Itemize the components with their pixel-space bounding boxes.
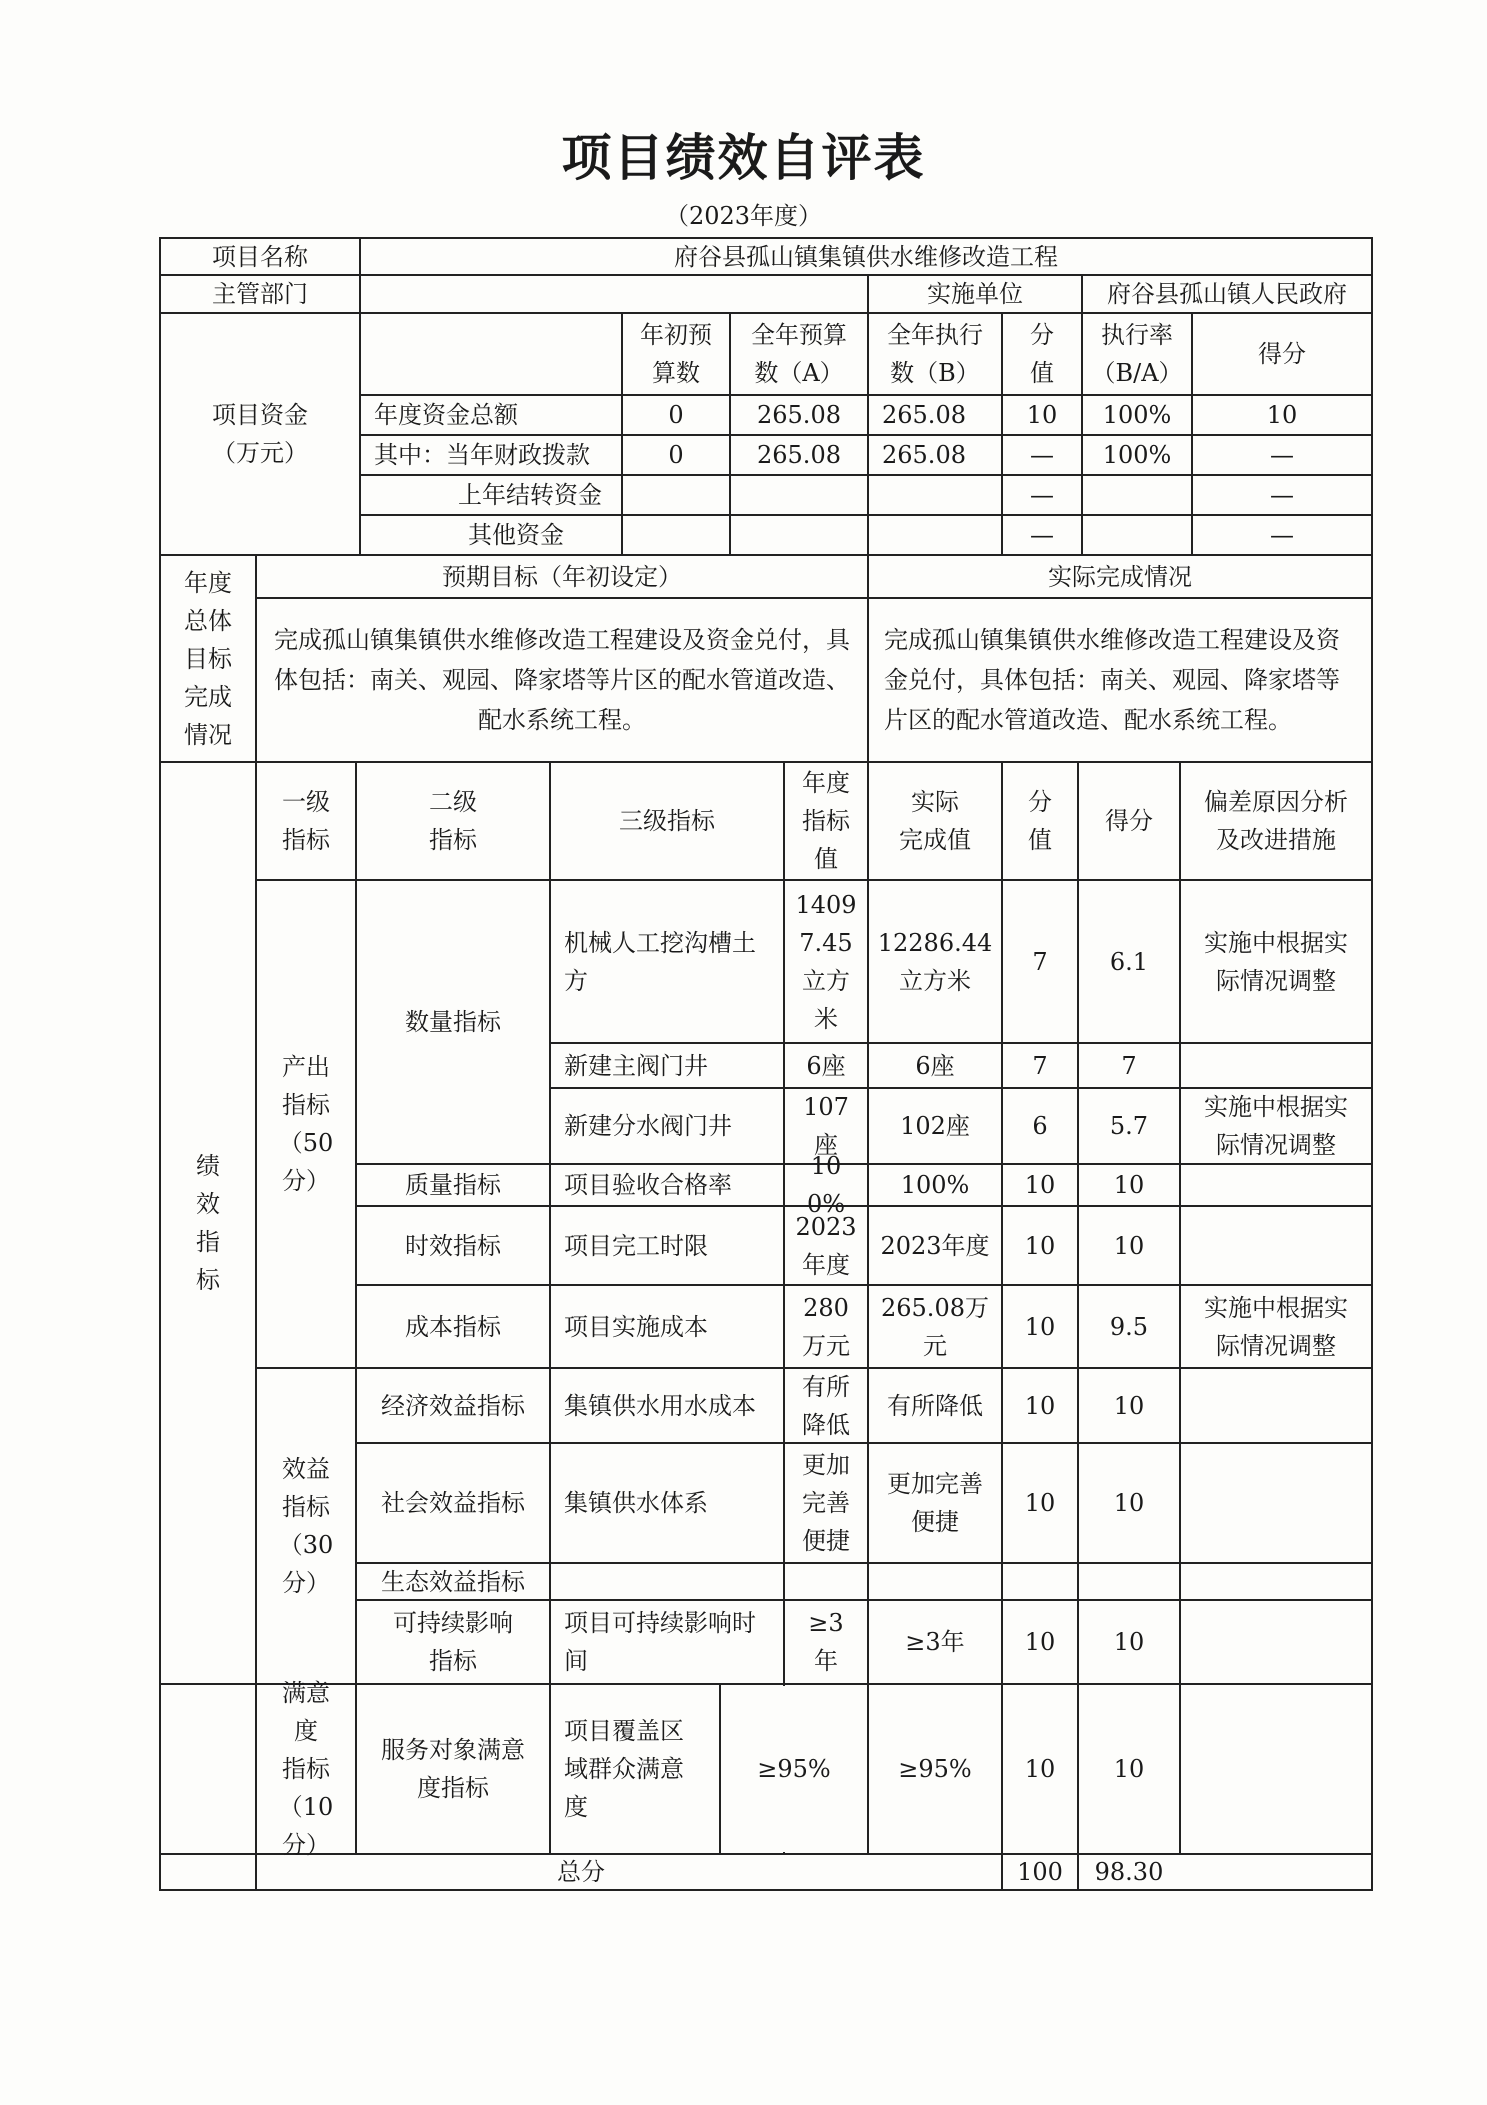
table-row-reason bbox=[1180, 1368, 1372, 1443]
project-name-value: 府谷县孤山镇集镇供水维修改造工程 bbox=[674, 242, 1058, 271]
table-row-actual: 100% bbox=[900, 1171, 970, 1199]
goals-expected-header: 预期目标（年初设定） bbox=[442, 562, 682, 591]
table-row-actual: ≥95% bbox=[898, 1755, 972, 1783]
table-row-target: 有所 降低 bbox=[802, 1372, 850, 1439]
sustainable-impact-indicator: 可持续影响 指标 bbox=[393, 1609, 513, 1675]
funds-row-annual bbox=[730, 515, 868, 555]
funds-header-annual: 全年预算 数（A） bbox=[751, 321, 847, 387]
table-row-score: 9.5 bbox=[1109, 1312, 1149, 1341]
table-row-reason bbox=[1180, 1164, 1372, 1206]
table-row-weight: 10 bbox=[1024, 1312, 1056, 1341]
funds-row-score: — bbox=[1270, 521, 1294, 549]
year-subtitle: （2023年度） bbox=[664, 202, 823, 230]
funds-row-weight: — bbox=[1030, 441, 1054, 469]
table-row-actual: ≥3年 bbox=[905, 1628, 965, 1656]
funds-header-rate: 执行率 （B/A） bbox=[1091, 321, 1183, 387]
table-row-reason: 实施中根据实 际情况调整 bbox=[1204, 928, 1348, 995]
funds-row-rate: 100% bbox=[1102, 441, 1172, 469]
funds-header-initial: 年初预 算数 bbox=[640, 321, 712, 387]
funds-row-rate bbox=[1082, 475, 1192, 515]
funds-row-annual: 265.08 bbox=[757, 401, 841, 429]
table-row-reason bbox=[1180, 1684, 1372, 1854]
goals-actual-text: 完成孤山镇集镇供水维修改造工程建设及资金兑付，具体包括：南关、观园、降家塔等片区的配水管道改造、配水系统工程。 bbox=[884, 626, 1340, 734]
funds-header-weight: 分 值 bbox=[1030, 321, 1054, 387]
perf-header-weight: 分 值 bbox=[1028, 788, 1052, 854]
funds-row-exec bbox=[868, 515, 1002, 555]
output-indicator-label: 产出 指标 （50 分） bbox=[278, 1053, 334, 1195]
funds-row-initial: 0 bbox=[668, 401, 684, 429]
page-title: 项目绩效自评表 bbox=[561, 129, 926, 187]
table-row-score: 7 bbox=[1121, 1051, 1137, 1080]
total-label: 总分 bbox=[557, 1858, 605, 1886]
social-benefit-indicator: 社会效益指标 bbox=[381, 1489, 525, 1517]
funds-row-name: 其他资金 bbox=[468, 521, 564, 549]
funds-row-initial: 0 bbox=[668, 441, 684, 469]
table-row-target: 280 万元 bbox=[802, 1293, 850, 1360]
table-row-weight: 6 bbox=[1032, 1112, 1048, 1140]
table-row-target: 6座 bbox=[806, 1051, 846, 1080]
table-row-reason bbox=[1180, 1563, 1372, 1600]
table-row-actual: 102座 bbox=[900, 1112, 970, 1140]
table-row-target bbox=[784, 1563, 868, 1600]
funds-row-weight: 10 bbox=[1026, 401, 1058, 429]
table-row-score bbox=[1078, 1563, 1180, 1600]
table-row-target: ≥3 年 bbox=[808, 1609, 844, 1675]
funds-row-initial bbox=[622, 515, 730, 555]
table-row-l3: 新建分水阀门井 bbox=[564, 1112, 732, 1140]
table-row-score: 5.7 bbox=[1109, 1112, 1149, 1140]
dept-value bbox=[360, 275, 868, 313]
perf-header-score: 得分 bbox=[1105, 807, 1153, 835]
funds-row-name: 上年结转资金 bbox=[458, 481, 602, 509]
table-row-score: 10 bbox=[1113, 1489, 1145, 1517]
table-row-actual: 有所降低 bbox=[887, 1391, 983, 1420]
perf-label: 绩 效 指 标 bbox=[196, 1152, 220, 1294]
funds-row-weight: — bbox=[1030, 481, 1054, 509]
table-row-reason bbox=[1180, 1043, 1372, 1088]
impl-unit-value: 府谷县孤山镇人民政府 bbox=[1107, 280, 1347, 308]
table-row-l3: 项目可持续影响时 间 bbox=[564, 1609, 756, 1675]
perf-header-l3: 三级指标 bbox=[619, 807, 715, 835]
table-row-actual: 更加完善 便捷 bbox=[887, 1470, 983, 1536]
table-row-score: 10 bbox=[1113, 1755, 1145, 1783]
table-row-score: 10 bbox=[1113, 1391, 1145, 1420]
funds-label: 项目资金 （万元） bbox=[212, 401, 308, 467]
table-row-reason: 实施中根据实 际情况调整 bbox=[1204, 1093, 1348, 1159]
table-row-target: 107 座 bbox=[803, 1093, 849, 1159]
table-row-weight: 10 bbox=[1024, 1755, 1056, 1783]
table-row-target: ≥95% bbox=[757, 1755, 831, 1783]
total-weight: 100 bbox=[1017, 1858, 1063, 1886]
table-row-target: 100% bbox=[806, 1152, 846, 1218]
dept-label: 主管部门 bbox=[212, 280, 308, 308]
funds-row-rate: 100% bbox=[1102, 401, 1172, 429]
table-row-l3: 项目完工时限 bbox=[564, 1231, 708, 1260]
table-row-weight: 10 bbox=[1024, 1171, 1056, 1199]
timeliness-indicator: 时效指标 bbox=[405, 1231, 501, 1260]
funds-row-weight: — bbox=[1030, 521, 1054, 549]
funds-row-exec: 265.08 bbox=[882, 401, 966, 429]
economic-benefit-indicator: 经济效益指标 bbox=[381, 1391, 525, 1420]
table-row-reason bbox=[1180, 1443, 1372, 1563]
funds-row-annual: 265.08 bbox=[757, 441, 841, 469]
funds-header-score: 得分 bbox=[1258, 340, 1306, 368]
table-row-weight: 10 bbox=[1024, 1391, 1056, 1420]
perf-header-target: 年度 指标 值 bbox=[802, 769, 850, 873]
goals-actual-header: 实际完成情况 bbox=[1048, 562, 1192, 591]
perf-header-reason: 偏差原因分析 及改进措施 bbox=[1204, 788, 1348, 854]
service-satisfaction-indicator: 服务对象满意 度指标 bbox=[381, 1736, 525, 1802]
funds-row-score: — bbox=[1270, 441, 1294, 469]
table-row-actual bbox=[868, 1563, 1002, 1600]
project-name-label: 项目名称 bbox=[212, 242, 308, 271]
table-row-l3: 机械人工挖沟槽土 方 bbox=[564, 928, 756, 995]
goals-label: 年度 总体 目标 完成 情况 bbox=[184, 568, 232, 749]
table-row-l3: 新建主阀门井 bbox=[564, 1051, 708, 1080]
table-row-l3: 集镇供水用水成本 bbox=[564, 1391, 756, 1420]
table-row-score: 6.1 bbox=[1109, 947, 1149, 976]
funds-row-annual bbox=[730, 475, 868, 515]
perf-header-actual: 实际 完成值 bbox=[899, 788, 971, 854]
table-row-actual: 2023年度 bbox=[880, 1231, 990, 1260]
satisfaction-indicator-label: 满意 度 指标 （10 分） bbox=[278, 1679, 334, 1859]
funds-row-rate bbox=[1082, 515, 1192, 555]
table-row-weight: 10 bbox=[1024, 1231, 1056, 1260]
funds-row-exec bbox=[868, 475, 1002, 515]
table-row-target: 2023 年度 bbox=[795, 1212, 857, 1279]
quantity-indicator: 数量指标 bbox=[405, 1008, 501, 1036]
table-row-l3: 集镇供水体系 bbox=[564, 1489, 708, 1517]
cost-indicator: 成本指标 bbox=[405, 1312, 501, 1341]
table-row-weight: 7 bbox=[1032, 1051, 1048, 1080]
funds-row-name: 年度资金总额 bbox=[374, 401, 518, 429]
ecological-benefit-indicator: 生态效益指标 bbox=[381, 1567, 525, 1596]
table-row-reason bbox=[1180, 1206, 1372, 1285]
perf-header-l2: 二级 指标 bbox=[429, 788, 477, 854]
table-row-weight: 10 bbox=[1024, 1489, 1056, 1517]
table-row-score: 10 bbox=[1113, 1231, 1145, 1260]
funds-row-initial bbox=[622, 475, 730, 515]
perf-header-l1: 一级 指标 bbox=[282, 788, 330, 854]
quality-indicator: 质量指标 bbox=[405, 1171, 501, 1199]
impl-unit-label: 实施单位 bbox=[927, 280, 1023, 308]
table-row-l3 bbox=[550, 1563, 784, 1600]
total-score: 98.30 bbox=[1094, 1858, 1164, 1886]
funds-row-score: — bbox=[1270, 481, 1294, 509]
table-row-actual: 6座 bbox=[915, 1051, 955, 1080]
funds-row-name: 其中：当年财政拨款 bbox=[374, 441, 590, 469]
table-row-reason bbox=[1180, 1600, 1372, 1684]
table-row-weight: 10 bbox=[1024, 1628, 1056, 1656]
table-row-target: 1409 7.45 立方 米 bbox=[795, 890, 857, 1033]
table-row-reason: 实施中根据实 际情况调整 bbox=[1204, 1293, 1348, 1360]
table-row-weight bbox=[1002, 1563, 1078, 1600]
table-row-score: 10 bbox=[1113, 1628, 1145, 1656]
table-row-weight: 7 bbox=[1032, 947, 1048, 976]
table-row-l3: 项目实施成本 bbox=[564, 1312, 708, 1341]
table-row-actual: 12286.44 立方米 bbox=[877, 928, 993, 995]
table-row-actual: 265.08万 元 bbox=[881, 1293, 989, 1360]
table-row-score: 10 bbox=[1113, 1171, 1145, 1199]
table-row-l3: 项目验收合格率 bbox=[564, 1171, 732, 1199]
goals-expected-text: 完成孤山镇集镇供水维修改造工程建设及资金兑付，具体包括：南关、观园、降家塔等片区的配水管道改造、配水系统工程。 bbox=[274, 626, 850, 734]
benefit-indicator-label: 效益 指标 （30 分） bbox=[278, 1455, 334, 1597]
funds-row-exec: 265.08 bbox=[882, 441, 966, 469]
table-row-l3: 项目覆盖区 域群众满意 度 bbox=[564, 1717, 684, 1821]
funds-row-score: 10 bbox=[1266, 401, 1298, 429]
funds-header-exec: 全年执行 数（B） bbox=[887, 321, 983, 387]
table-row-target: 更加 完善 便捷 bbox=[802, 1451, 850, 1555]
